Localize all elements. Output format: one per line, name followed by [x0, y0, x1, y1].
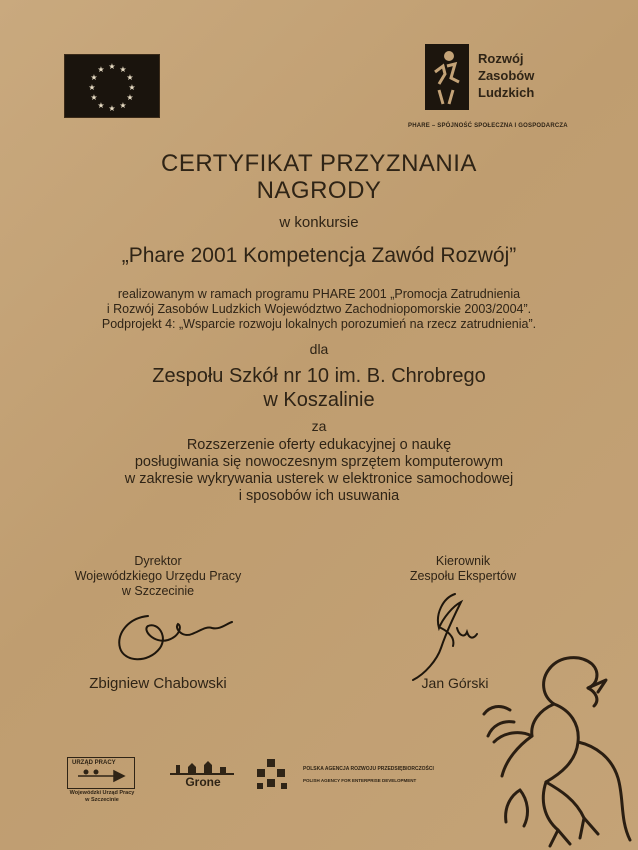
- parp-name-en: POLISH AGENCY FOR ENTERPRISE DEVELOPMENT: [303, 778, 417, 783]
- eu-flag-icon: [64, 54, 160, 118]
- svg-text:★: ★: [108, 62, 116, 71]
- urzad-pracy-caption: [67, 790, 137, 803]
- svg-text:★: ★: [119, 101, 127, 110]
- reason-line: w zakresie wykrywania usterek w elektronice samochodowej: [124, 471, 514, 487]
- award-reason: [0, 437, 638, 505]
- parp-logo-icon: [253, 757, 295, 793]
- recipient-line: w Koszalinie: [263, 389, 375, 411]
- logo-line: Zasobów: [478, 68, 535, 83]
- reason-line: posługiwania się nowoczesnym sprzętem komputerowym: [134, 454, 504, 470]
- signatory-title-line: Zespołu Ekspertów: [409, 569, 517, 583]
- for-label: dla: [309, 341, 329, 357]
- svg-text:★: ★: [97, 65, 105, 74]
- signatory-right-title: [358, 554, 568, 584]
- svg-text:★: ★: [119, 65, 127, 74]
- svg-text:★: ★: [128, 83, 136, 92]
- urzad-pracy-title: URZĄD PRACY: [72, 760, 116, 766]
- svg-text:★: ★: [97, 101, 105, 110]
- reason-line: Rozszerzenie oferty edukacyjnej o naukę: [186, 437, 452, 453]
- contest-name: „Phare 2001 Kompetencja Zawód Rozwój”: [121, 244, 517, 267]
- caption-line: w Szczecinie: [85, 796, 119, 803]
- logo-line: Rozwój: [478, 51, 524, 66]
- logo-line: Ludzkich: [478, 85, 535, 100]
- phare-tagline: PHARE – SPÓJNOŚĆ SPOŁECZNA I GOSPODARCZA: [408, 123, 568, 129]
- svg-text:★: ★: [126, 93, 134, 102]
- reason-label: za: [311, 418, 327, 434]
- caption-line: Wojewódzki Urząd Pracy: [69, 790, 135, 796]
- urzad-pracy-logo: [67, 757, 135, 789]
- signatory-title-line: Wojewódzkiego Urzędu Pracy: [74, 569, 242, 583]
- svg-text:★: ★: [108, 104, 116, 113]
- grone-label: Grone: [185, 775, 221, 789]
- program-text: [0, 287, 638, 332]
- signatory-title-line: Dyrektor: [134, 554, 182, 568]
- program-line: realizowanym w ramach programu PHARE 2001 „Promocja Zatrudnienia: [117, 287, 521, 301]
- svg-text:★: ★: [90, 73, 98, 82]
- people-arrow-icon: [76, 768, 126, 784]
- signatory-title-line: Kierownik: [435, 554, 491, 568]
- svg-text:★: ★: [126, 73, 134, 82]
- program-line: i Rozwój Zasobów Ludzkich Województwo Zachodniopomorskie 2003/2004”.: [106, 302, 532, 316]
- signatory-left-name: Zbigniew Chabowski: [89, 675, 227, 692]
- signatory-title-line: w Szczecinie: [121, 584, 195, 598]
- rzl-logo-icon: [425, 44, 469, 110]
- svg-text:★: ★: [88, 83, 96, 92]
- signature-left-icon: [108, 604, 238, 668]
- parp-name-pl: POLSKA AGENCJA ROZWOJU PRZEDSIĘBIORCZOŚCI: [303, 766, 434, 772]
- signatory-right-name: Jan Górski: [421, 675, 489, 691]
- title-line: NAGRODY: [256, 177, 382, 204]
- certificate-title: [0, 150, 638, 204]
- recipient: [0, 364, 638, 412]
- griffin-emblem-icon: [480, 650, 638, 850]
- reason-line: i sposobów ich usuwania: [238, 488, 400, 504]
- rzl-logo-text: [478, 50, 534, 101]
- title-line: CERTYFIKAT PRZYZNANIA: [161, 150, 477, 177]
- signatory-left-title: [38, 554, 278, 599]
- svg-text:★: ★: [90, 93, 98, 102]
- contest-intro: w konkursie: [279, 214, 359, 231]
- recipient-line: Zespołu Szkół nr 10 im. B. Chrobrego: [152, 365, 486, 387]
- program-line: Podprojekt 4: „Wsparcie rozwoju lokalnych porozumień na rzecz zatrudnienia”.: [101, 317, 537, 331]
